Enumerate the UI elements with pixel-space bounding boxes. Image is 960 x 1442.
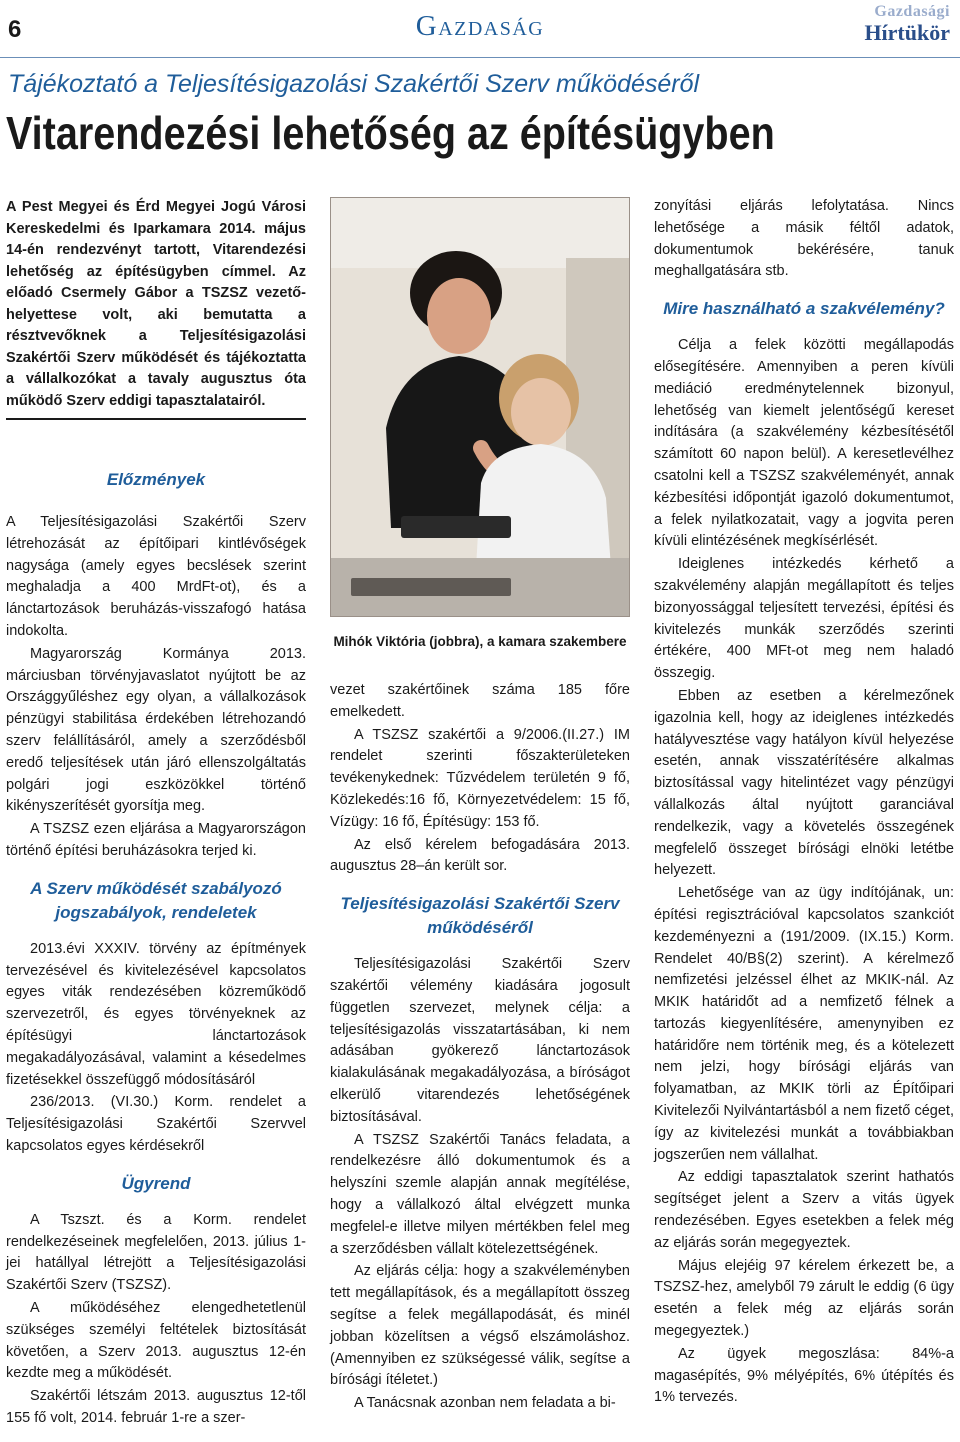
publication-logo <box>864 4 950 44</box>
article-kicker: Tájékoztató a Teljesítésigazolási Szakértői Szerv működéséről <box>8 70 700 98</box>
article-headline: Vitarendezési lehetőség az építésügyben <box>6 107 775 159</box>
article-lead: A Pest Megyei és Érd Megyei Jogú Városi Kereskedelmi és Iparkamara 2014. május 14-én rendezvényt tartott, Vitarendezési lehetőség az építésügyben címmel. Az előadó Csermely Gábor a TSZSZ vezető-helyettese volt, aki bemutatta a résztvevőknek a Teljesítésigazolási Szakértői Szerv működését és tájékoztatta a vállalkozókat a tavaly augusztus óta működő Szerv eddigi tapasztalatairól. <box>6 199 306 409</box>
subheading-jogszabalyok: A Szerv működését szabályozó jogszabályok, rendeletek <box>30 878 282 922</box>
column-1 <box>6 197 306 1431</box>
paragraph: A TSZSZ ezen eljárása a Magyarországon történő építési beruházásokra terjed ki. <box>6 821 306 859</box>
photo-illustration <box>331 198 630 617</box>
subheading-szakvelemeny: Mire használható a szakvélemény? <box>663 299 945 319</box>
photo-caption: Mihók Viktória (jobbra), a kamara szakembere <box>333 634 627 649</box>
paragraph: 236/2013. (VI.30.) Korm. rendelet a Teljesítésigazolási Szakértői Szervvel kapcsolatos egyes kérdésekről <box>6 1094 306 1154</box>
paragraph: A Tszszt. és a Korm. rendelet rendelkezéseinek megfelelően, 2013. július 1-jei hatállyal létrejött a Teljesítésigazolási Szakértői Szerv (TSZSZ). <box>6 1211 306 1294</box>
paragraph: Az ügyek megoszlása: 84%-a magasépítés, 9% mélyépítés, 6% útépítés és 1% tervezés. <box>654 1345 954 1406</box>
paragraph: Ebben az esetben a kérelmezőnek igazolnia kell, hogy az ideiglenes intézkedés hatályvesztése vagy hatályon kívül helyezése esetén, annak visszatérítésére alkalmas biztosítással vagy hitelintézet vagy pénzügyi vállalkozás által nyújtott garanciával rendelkezik, vagy a követelés összegének megfelelő összeget bírósági elnöki letétbe helyezett. <box>654 687 954 879</box>
paragraph: Az első kérelem befogadására 2013. augusztus 28–án került sor. <box>330 836 630 875</box>
subheading-mukodeserol: Teljesítésigazolási Szakértői Szerv működéséről <box>340 894 620 938</box>
paragraph: Lehetősége van az ügy indítójának, un: építési regisztrációval kapcsolatos szankciót kezdeményezni a (191/2009. (IX.15.) Korm. Rendelet 40/B§(2) szerint). A kérelmező nemfizetési jelzéssel élhet az MKIK-nál. Az MKIK határidőt ad a nemfizető félnek a tartozás kiegyenlítésére, amenynyiben ez határidőre nem történik meg, és a kötelezett nem jelzi, hogy bírósági eljárás van folyamatban, az MKIK törli az Építőipari Kivitelezői Nyilvántartásból a nem fizető céget, így az kivitelezési munkát a továbbiakban jogszerűen nem vállalhat. <box>654 885 954 1163</box>
paragraph: Szakértői létszám 2013. augusztus 12-től 155 fő volt, 2014. február 1-re a szer- <box>6 1388 306 1426</box>
lead-divider <box>6 418 306 420</box>
publication-logo-top: Gazdasági <box>874 3 950 20</box>
paragraph: Teljesítésigazolási Szakértői Szerv szakértői vélemény kiadására jogosult független szervezet, melynek célja: a teljesítésigazolás visszatartásában, ki nem adásában gyökerező lánctartozások kialakulásának megakadályozása, a bíróságot elkerülő vitarendezés lehetőségének biztosításával. <box>330 956 630 1125</box>
paragraph: 2013.évi XXXIV. törvény az építmények tervezésével és kivitelezésével kapcsolatos egyes viták rendezésében közreműködő szervezetről, és egyes törvényeknek az építésügyi lánctartozások megakadályozásával, valamint a késedelmes fizetésekkel összefüggő módosításáról <box>6 940 306 1088</box>
paragraph: Május elejéig 97 kérelem érkezett be, a TSZSZ-hez, amelyből 79 zárult le eddig (6 ügy esetén a felek még az eljárás során megegyeztek.) <box>654 1257 954 1340</box>
page-number: 6 <box>8 16 22 43</box>
paragraph: Ideiglenes intézkedés kérhető a szakvélemény alapján megállapított és teljes bizonyossággal teljesített tervezési, építési és kivitelezés munkák szerződés szerinti értékére, 400 MFt-ot meg nem haladó összegig. <box>654 556 954 682</box>
paragraph: Célja a felek közötti megállapodás elősegítésére. Amennyiben a peren kívüli mediáció eredménytelennek bizonyul, lehetőség van kiemelt jelentőségű kereset indítására (a szakvélemény kézbesítésétől számított 60 napon belül). A keresetlevélhez csatolni kell a TSZSZ szakvéleményét, annak kézbesítési időpontját igazoló dokumentumot, a felek nyilatkozatait, vagy a jogvita peren kívüli elintézésének megkísérlését. <box>654 337 954 550</box>
paragraph: A TSZSZ szakértői a 9/2006.(II.27.) IM rendelet szerinti főszakterületeken tevékenykednek: Tűzvédelem területén 9 fő, Közlekedés:16 fő, Környezetvédelem: 15 fő, Vízügy: 16 fő, Építésügy: 153 fő. <box>330 726 630 830</box>
paragraph: Magyarország Kormánya 2013. márciusban törvényjavaslatot nyújtott be az Országgyűléshez egy olyan, a vállalkozások pénzügyi stabilitása érdekében létrehozandó szerv felállításáról, amely a szerződésből eredő teljesítések után járó ellenszolgáltatás polgári jogi eszközökkel történő kikényszerítését gyorsítja meg. <box>6 645 306 815</box>
paragraph: Az eddigi tapasztalatok szerint hathatós segítséget jelent a Szerv a vitás ügyek rendezésében. Egyes esetekben a felek még az eljárás során megegyeztek. <box>654 1169 954 1251</box>
paragraph: A működéséhez elengedhetetlenül szükséges személyi feltételek biztosítását követően, a Szerv 2013. augusztus 12-én kezdte meg a működését. <box>6 1299 306 1382</box>
paragraph: zonyítási eljárás lefolytatása. Nincs lehetősége a másik féltől adatok, dokumentumok bekérésére, tanuk meghallgatására stb. <box>654 198 954 280</box>
column-3 <box>654 196 954 1410</box>
page-header <box>0 0 960 58</box>
paragraph: A Teljesítésigazolási Szakértői Szerv létrehozását az építőipari kintlévőségek nagysága (amely egyes becslések szerint meghaladja a 400 MrdFt-ot), és a lánctartozások beruházás-visszafogó hatása indokolta. <box>6 514 306 639</box>
subheading-ugyrend: Ügyrend <box>121 1173 191 1193</box>
paragraph: A Tanácsnak azonban nem feladata a bi- <box>354 1395 616 1412</box>
subheading-elozmenyek: Előzmények <box>106 470 206 489</box>
paragraph: vezet szakértőinek száma 185 főre emelkedett. <box>330 682 630 720</box>
column-2 <box>330 680 630 1416</box>
paragraph: A TSZSZ Szakértői Tanács feladata, a rendelkezésre álló dokumentumok és a helyszíni szemle alapján annak megítélése, hogy a vállalkozó által elvégzett munka megfelel-e illetve milyen mértékben felel meg a szerződésben vállalt kötelezettségének. <box>330 1131 630 1257</box>
section-title: Gazdaság <box>415 10 545 42</box>
publication-logo-bottom: Hírtükör <box>864 20 950 45</box>
article-photo <box>330 197 630 617</box>
paragraph: Az eljárás célja: hogy a szakvéleményben tett megállapítások, és a megállapított összeg segítse a felek megállapodását, és minél jobban közelítsen a végső elszámoláshoz. (Amennyiben ez szükségessé válik, segítse a bírósági ítéletet.) <box>330 1263 630 1389</box>
